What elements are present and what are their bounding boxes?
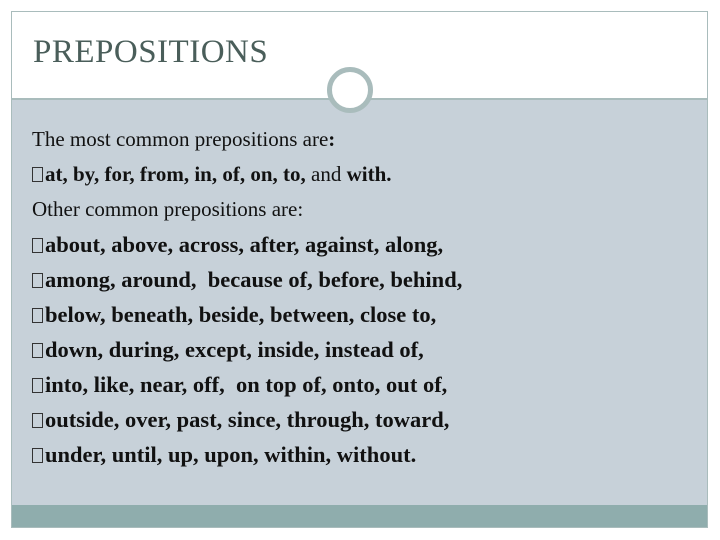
other-list-text: among, around, because of, before, behind, (45, 267, 463, 292)
common-and: and (305, 162, 347, 186)
intro-common-line (32, 122, 692, 157)
bullet-icon (32, 167, 43, 182)
bullet-icon (32, 413, 43, 428)
bullet-icon (32, 378, 43, 393)
bullet-icon (32, 448, 43, 463)
circle-ornament-icon (327, 67, 373, 113)
other-list-text: into, like, near, off, on top of, onto, out of, (45, 372, 448, 397)
other-list-item (32, 297, 692, 332)
bullet-icon (32, 273, 43, 288)
other-list-item (32, 227, 692, 262)
other-list-text: about, above, across, after, against, along, (45, 232, 444, 257)
other-list-item (32, 332, 692, 367)
other-list-item (32, 437, 692, 472)
intro-other-line: Other common prepositions are: (32, 197, 304, 221)
slide-content (32, 122, 692, 472)
other-list-item (32, 402, 692, 437)
common-words: at, by, for, from, in, of, on, to, (45, 162, 306, 186)
other-list-item (32, 367, 692, 402)
bullet-icon (32, 238, 43, 253)
common-list-item (32, 157, 692, 192)
other-list-text: outside, over, past, since, through, toward, (45, 407, 450, 432)
footer-bar (12, 505, 707, 527)
other-list-text: under, until, up, upon, within, without. (45, 442, 417, 467)
slide-title: PREPOSITIONS (33, 34, 269, 70)
intro-common-text: The most common prepositions are (32, 127, 329, 151)
other-list-item (32, 262, 692, 297)
bullet-icon (32, 308, 43, 323)
intro-common-colon: : (328, 127, 336, 151)
bullet-icon (32, 343, 43, 358)
other-list-text: below, beneath, beside, between, close to, (45, 302, 437, 327)
other-list-text: down, during, except, inside, instead of, (45, 337, 424, 362)
common-last-word: with. (346, 162, 392, 186)
